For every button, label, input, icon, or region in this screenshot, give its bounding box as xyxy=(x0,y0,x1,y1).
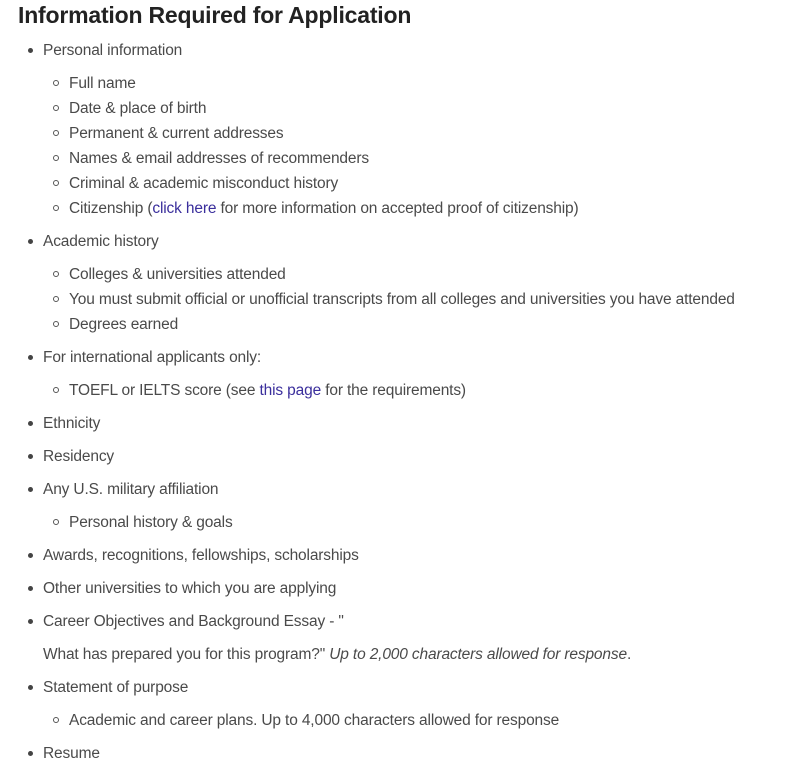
list-item-resume: Resume xyxy=(43,741,735,766)
academic-sublist xyxy=(43,262,735,337)
list-item-military xyxy=(43,477,735,535)
career-essay-question xyxy=(43,642,735,667)
item-label: Personal information xyxy=(43,42,183,59)
item-label: Career Objectives and Background Essay - " xyxy=(43,613,344,630)
list-item: Personal history & goals xyxy=(69,510,735,535)
personal-sublist xyxy=(43,71,735,221)
text: for the requirements) xyxy=(321,382,466,399)
text: Citizenship ( xyxy=(69,200,153,217)
statement-sublist xyxy=(43,708,735,733)
list-item-awards: Awards, recognitions, fellowships, scholarships xyxy=(43,543,735,568)
item-label: For international applicants only: xyxy=(43,349,262,366)
list-item-other-universities: Other universities to which you are applying xyxy=(43,576,735,601)
list-item: Date & place of birth xyxy=(69,96,735,121)
list-item: Academic and career plans. Up to 4,000 characters allowed for response xyxy=(69,708,735,733)
page-title: Information Required for Application xyxy=(18,2,412,28)
international-sublist xyxy=(43,378,735,403)
text: TOEFL or IELTS score (see xyxy=(69,382,260,399)
list-item-ethnicity: Ethnicity xyxy=(43,411,735,436)
list-item: Degrees earned xyxy=(69,312,735,337)
list-item: Full name xyxy=(69,71,735,96)
military-sublist xyxy=(43,510,735,535)
text: What has prepared you for this program?" xyxy=(43,646,330,663)
list-item: Names & email addresses of recommenders xyxy=(69,146,735,171)
item-label: Academic history xyxy=(43,233,159,250)
requirements-list xyxy=(0,38,735,774)
citizenship-link[interactable]: click here xyxy=(152,200,217,217)
list-item-statement xyxy=(43,675,735,733)
list-item-career-essay xyxy=(43,609,735,667)
list-item-personal xyxy=(43,38,735,221)
toefl-requirements-link[interactable]: this page xyxy=(259,382,322,399)
character-limit: Up to 2,000 characters allowed for response xyxy=(329,646,627,663)
list-item-academic xyxy=(43,229,735,337)
item-label: Statement of purpose xyxy=(43,679,189,696)
list-item-citizenship xyxy=(69,196,735,221)
text: . xyxy=(626,646,632,663)
list-item-international xyxy=(43,345,735,403)
list-item-residency: Residency xyxy=(43,444,735,469)
list-item: Criminal & academic misconduct history xyxy=(69,171,735,196)
list-item: Colleges & universities attended xyxy=(69,262,735,287)
list-item: You must submit official or unofficial transcripts from all colleges and universities you have attended xyxy=(69,287,735,312)
text: for more information on accepted proof of citizenship) xyxy=(216,200,579,217)
item-label: Any U.S. military affiliation xyxy=(43,481,219,498)
list-item-toefl xyxy=(69,378,735,403)
list-item: Permanent & current addresses xyxy=(69,121,735,146)
